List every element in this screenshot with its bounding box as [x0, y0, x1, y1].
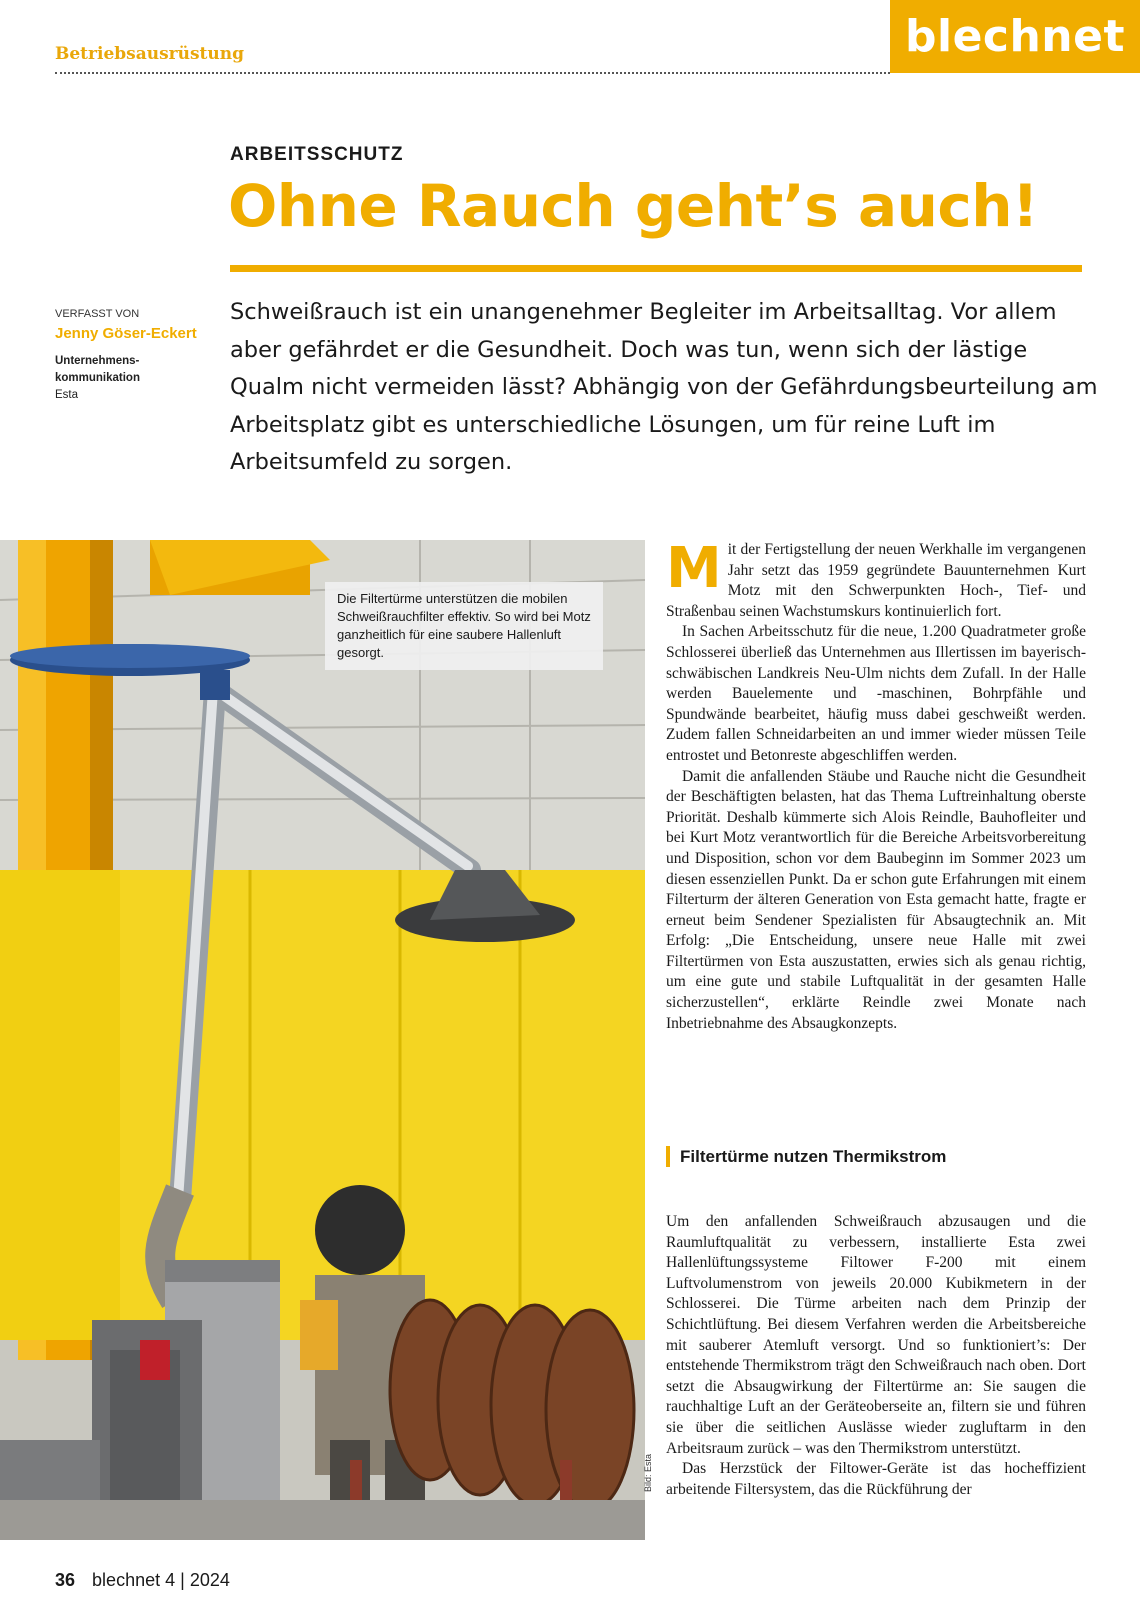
page-number: 36 — [55, 1570, 76, 1590]
paragraph-5: Das Herzstück der Filtower-Geräte ist das hocheffizient arbeitende Filtersystem, das die Rückführung der — [666, 1460, 1086, 1498]
paragraph-4: Um den anfallenden Schweißrauch abzusaugen und die Raumluftqualität zu verbessern, installierte Esta zwei Hallenlüftungssysteme Filtower F-200 mit einem Luftvolumenstrom von jeweils 20.000 Kubikmetern in der Schlosserei. Die Türme arbeiten nach dem Prinzip der Schichtlüftung. Bei diesem Verfahren werden die Arbeitsbereiche mit sauberer Atemluft versorgt. Und so funktioniert’s: Der entstehende Thermikstrom trägt den Schweißrauch nach oben. Dort setzt die Absaugwirkung der Filtertürme an: Sie saugen die rauchhaltige Luft an der Geräteoberseite an, filtern sie und führen sie über die seitlichen Auslässe wieder zugluftarm in den Arbeitsraum zurück – was den Thermikstrom unterstützt. — [666, 1213, 1086, 1457]
paragraph-1-text: it der Fertigstellung der neuen Werkhalle im vergangenen Jahr setzt das 1959 gegründete Bauunternehmen Kurt Motz mit den Schwerpunkten Hoch-, Tief- und Straßenbau seinen Wachstumskurs kontinuierlich fort. — [666, 541, 1086, 620]
author-label: VERFASST VON — [55, 308, 140, 320]
author-company: Esta — [55, 389, 79, 401]
paragraph-3: Damit die anfallenden Stäube und Rauche nicht die Gesundheit der Beschäftigten belasten, hat das Thema Luftreinhaltung oberste Priorität. Deshalb kümmerte sich Alois Reindle, Bauhofleiter und bei Kurt Motz verantwortlich für die Bereiche Arbeitsvorbereitung und Disposition, schon vor dem Baubeginn im Sommer 2023 um diesen essenziellen Punkt. Da er schon gute Erfahrungen mit einem Filterturm der älteren Generation von Esta gemacht hatte, fragte er erneut beim Sendener Spezialisten für Absaugtechnik an. Mit Erfolg: „Die Entscheidung, unsere neue Halle mit zwei Filtertürmen von Esta auszustatten, erwies sich als genau richtig, um eine gute und stabile Luftqualität in der gesamten Halle sicherzustellen“, erklärte Reindle zwei Monate nach Inbetriebnahme des Absaugkonzepts. — [666, 767, 1086, 1032]
page-footer — [55, 1570, 230, 1591]
paragraph-1 — [666, 536, 1086, 622]
headline-rule — [230, 265, 1082, 272]
photo-credit: Bild: Esta — [643, 1453, 653, 1492]
article-headline: Ohne Rauch geht’s auch! — [228, 172, 1039, 240]
photo-caption: Die Filtertürme unterstützen die mobilen Schweißrauchfilter effektiv. So wird bei Motz ganzheitlich für eine saubere Hallenluft gesorgt. — [325, 582, 603, 670]
paragraph-2: In Sachen Arbeitsschutz für die neue, 1.200 Quadratmeter große Schlosserei überließ das Unternehmen aus Illertissen im bayerisch-schwäbischen Landkreis Neu-Ulm nichts dem Zufall. In der Halle werden Bauelemente und -maschinen, Bohrpfähle und Spundwände bearbeitet, häufig muss dabei geschweißt werden. Zudem fallen Schneidarbeiten an und immer wieder müssen Teile entrostet und Betonreste abgeschliffen werden. — [666, 623, 1086, 764]
author-role: Unternehmens-kommunikation — [55, 355, 140, 384]
footer-magazine: blechnet — [92, 1570, 161, 1590]
author-name: Jenny Göser-Eckert — [55, 325, 197, 342]
section-label: Betriebsausrüstung — [55, 44, 245, 64]
article-photo — [0, 540, 645, 1540]
brand-logo — [890, 0, 1140, 73]
header-divider — [55, 72, 890, 74]
body-column-bottom — [666, 1212, 1086, 1500]
welding-workshop-illustration — [0, 540, 645, 1540]
body-column-top — [666, 536, 1086, 1034]
article-kicker: ARBEITSSCHUTZ — [230, 144, 404, 165]
section-subhead: Filtertürme nutzen Thermikstrom — [666, 1146, 1066, 1167]
drop-cap: M — [666, 536, 722, 601]
author-block — [55, 308, 215, 404]
footer-issue: 4 | 2024 — [165, 1570, 230, 1590]
brand-name: blechnet — [904, 11, 1126, 62]
article-lead: Schweißrauch ist ein unangenehmer Begleiter im Arbeitsalltag. Vor allem aber gefährdet er die Gesundheit. Doch was tun, wenn sich der lästige Qualm nicht vermeiden lässt? Abhängig von der Gefährdungsbeurteilung am Arbeitsplatz gibt es unterschiedliche Lösungen, um für reine Luft im Arbeitsumfeld zu sorgen. — [230, 299, 1098, 475]
